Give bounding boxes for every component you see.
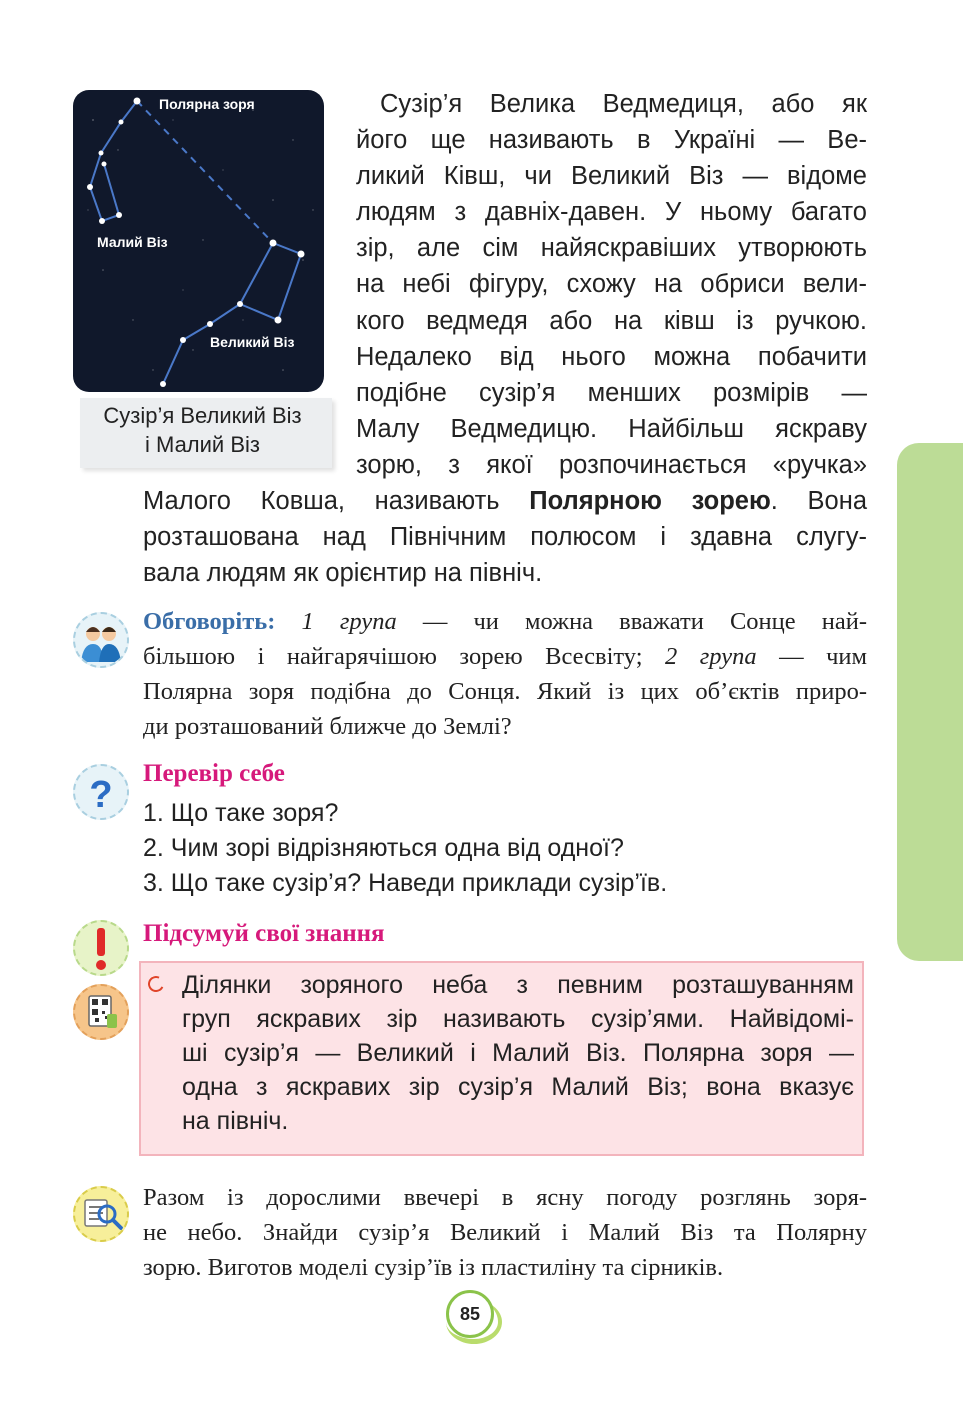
intro-line: кого ведмедя або на ківш із ручкою. [356,306,867,335]
intro-line: ликий Ківш, чи Великий Віз — відоме [356,162,867,191]
page-number: 85 [446,1290,494,1338]
exclamation-icon [73,920,129,976]
intro-line: розташована над Північним полюсом і здавна слугу- [143,523,867,552]
intro-line: зір, але сім найяскравіших утворюють [356,234,867,263]
qr-code-icon [73,984,129,1040]
constellation-image [73,90,324,392]
intro-line: Недалеко від нього можна побачити [356,342,867,371]
intro-line: Малу Ведмедицю. Найбільш яскраву [356,414,867,443]
side-tab [897,443,963,961]
intro-line: його ще називають в Україні — Ве- [356,126,867,155]
intro-line: на небі фігуру, схожу на обриси вели- [356,270,867,299]
summary-title: Підсумуй свої знання [143,920,385,947]
question-item: 3. Що таке сузір’я? Наведи приклади сузір’їв. [143,869,668,897]
polaris-term: Полярною зорею [529,487,771,515]
discuss-block: Обговоріть: 1 група — чи можна вважати Сонце най- більшою і найгарячішою зорею Всесвіту; 2 група — чим Полярна зоря подібна до Сонця. Який із цих об’єктів приро- ди розташований ближче до Землі? [143,608,868,740]
intro-paragraph [356,86,867,483]
question-item: 2. Чим зорі відрізняються одна від одної? [143,834,624,862]
svg-text:?: ? [89,774,113,816]
label-big-dipper: Великий Віз [210,334,295,350]
intro-line: вала людям як орієнтир на північ. [143,559,543,588]
intro-line: Малого Ковша, називають Полярною зорею. Вона [143,487,868,515]
summary-text: Ділянки зоряного неба з певним розташуванням груп яскравих зір називають сузір’ями. Найвідомі- ші сузір’я — Великий і Малий Віз. Полярна зоря — одна з яскравих зір сузір’я Малий Віз; вона вказує на північ. [182,971,854,1135]
figure-caption: Сузір’я Великий Віз і Малий Віз [103,403,302,457]
discuss-people-icon [73,612,129,668]
discuss-label: Обговоріть: [143,608,276,635]
intro-line: людям з давніх-давен. У ньому багато [356,198,867,227]
question-item: 1. Що таке зоря? [143,799,339,827]
intro-line: зорю, з якої розпочинається «ручка» [356,450,867,479]
magnifier-task-icon [73,1186,129,1242]
question-list [143,796,667,901]
intro-paragraph-cont [143,483,867,591]
intro-line: подібне сузір’я менших розмірів — [356,378,867,407]
question-icon [73,764,129,820]
task-block: Разом із дорослими ввечері в ясну погоду розглянь зоря- не небо. Знайди сузір’я Великий і Малий Віз та Полярну зорю. Виготов моделі сузір’їв із пластиліну та сірників. [143,1184,867,1281]
label-polaris: Полярна зоря [159,96,255,112]
label-little-dipper: Малий Віз [97,234,168,250]
check-title: Перевір себе [143,760,285,787]
intro-line: Сузір’я Велика Ведмедиця, або як [380,90,867,118]
